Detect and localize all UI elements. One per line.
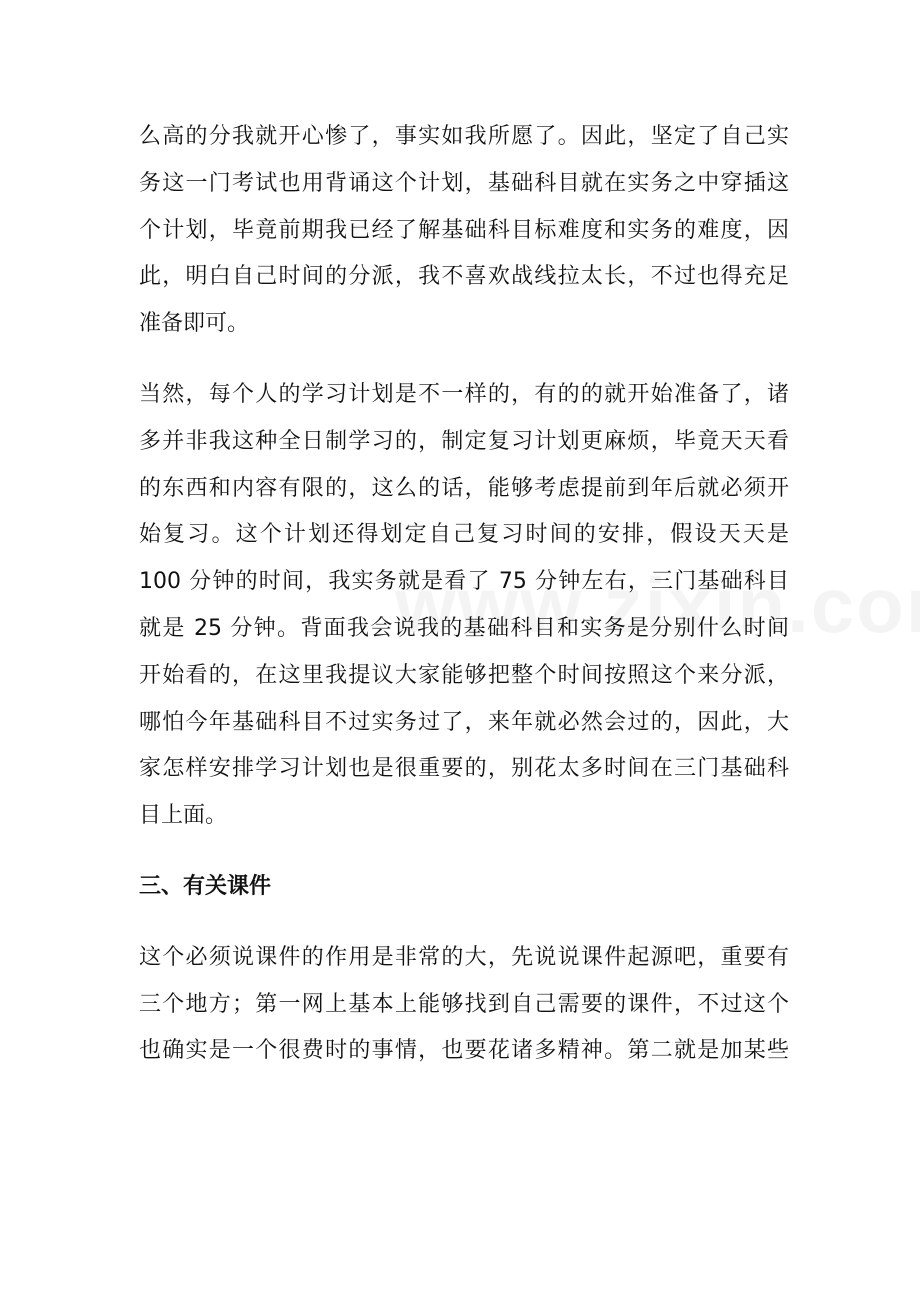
text-line: 就是 25 分钟。背面我会说我的基础科目和实务是分别什么时间 bbox=[139, 615, 789, 641]
text-line: 家怎样安排学习计划也是很重要的，别花太多时间在三门基础科 bbox=[139, 756, 789, 782]
text-line: 哪怕今年基础科目不过实务过了，来年就必然会过的，因此，大 bbox=[139, 709, 789, 735]
text-line: 务这一门考试也用背诵这个计划，基础科目就在实务之中穿插这 bbox=[139, 170, 789, 196]
paragraph-spacer bbox=[139, 840, 789, 864]
document-body bbox=[139, 114, 789, 1075]
text-line: 个计划，毕竟前期我已经了解基础科目标难度和实务的难度，因 bbox=[139, 217, 789, 243]
paragraph-spacer bbox=[139, 911, 789, 935]
text-line: 的东西和内容有限的，这么的话，能够考虑提前到年后就必须开 bbox=[139, 475, 789, 501]
text-line: 目上面。 bbox=[139, 803, 228, 829]
text-line: 三个地方；第一网上基本上能够找到自己需要的课件，不过这个 bbox=[139, 991, 789, 1017]
paragraph-2 bbox=[139, 372, 789, 840]
text-line: 此，明白自己时间的分派，我不喜欢战线拉太长，不过也得充足 bbox=[139, 264, 789, 290]
paragraph-spacer bbox=[139, 348, 789, 372]
text-line: 多并非我这种全日制学习的，制定复习计划更麻烦，毕竟天天看 bbox=[139, 428, 789, 454]
text-line: 准备即可。 bbox=[139, 311, 250, 337]
text-line: 始复习。这个计划还得划定自己复习时间的安排，假设天天是 bbox=[139, 522, 789, 548]
text-line: 也确实是一个很费时的事情，也要花诸多精神。第二就是加某些 bbox=[139, 1038, 789, 1064]
text-line: 100 分钟的时间，我实务就是看了 75 分钟左右，三门基础科目 bbox=[139, 569, 789, 595]
text-line: 开始看的，在这里我提议大家能够把整个时间按照这个来分派， bbox=[139, 662, 789, 688]
paragraph-3 bbox=[139, 935, 789, 1075]
paragraph-1 bbox=[139, 114, 789, 348]
section-heading: 三、有关课件 bbox=[139, 873, 272, 899]
text-line: 当然，每个人的学习计划是不一样的，有的的就开始准备了，诸 bbox=[139, 381, 789, 407]
text-line: 么高的分我就开心惨了，事实如我所愿了。因此，坚定了自己实 bbox=[139, 124, 789, 149]
text-line: 这个必须说课件的作用是非常的大，先说说课件起源吧，重要有 bbox=[139, 944, 789, 970]
